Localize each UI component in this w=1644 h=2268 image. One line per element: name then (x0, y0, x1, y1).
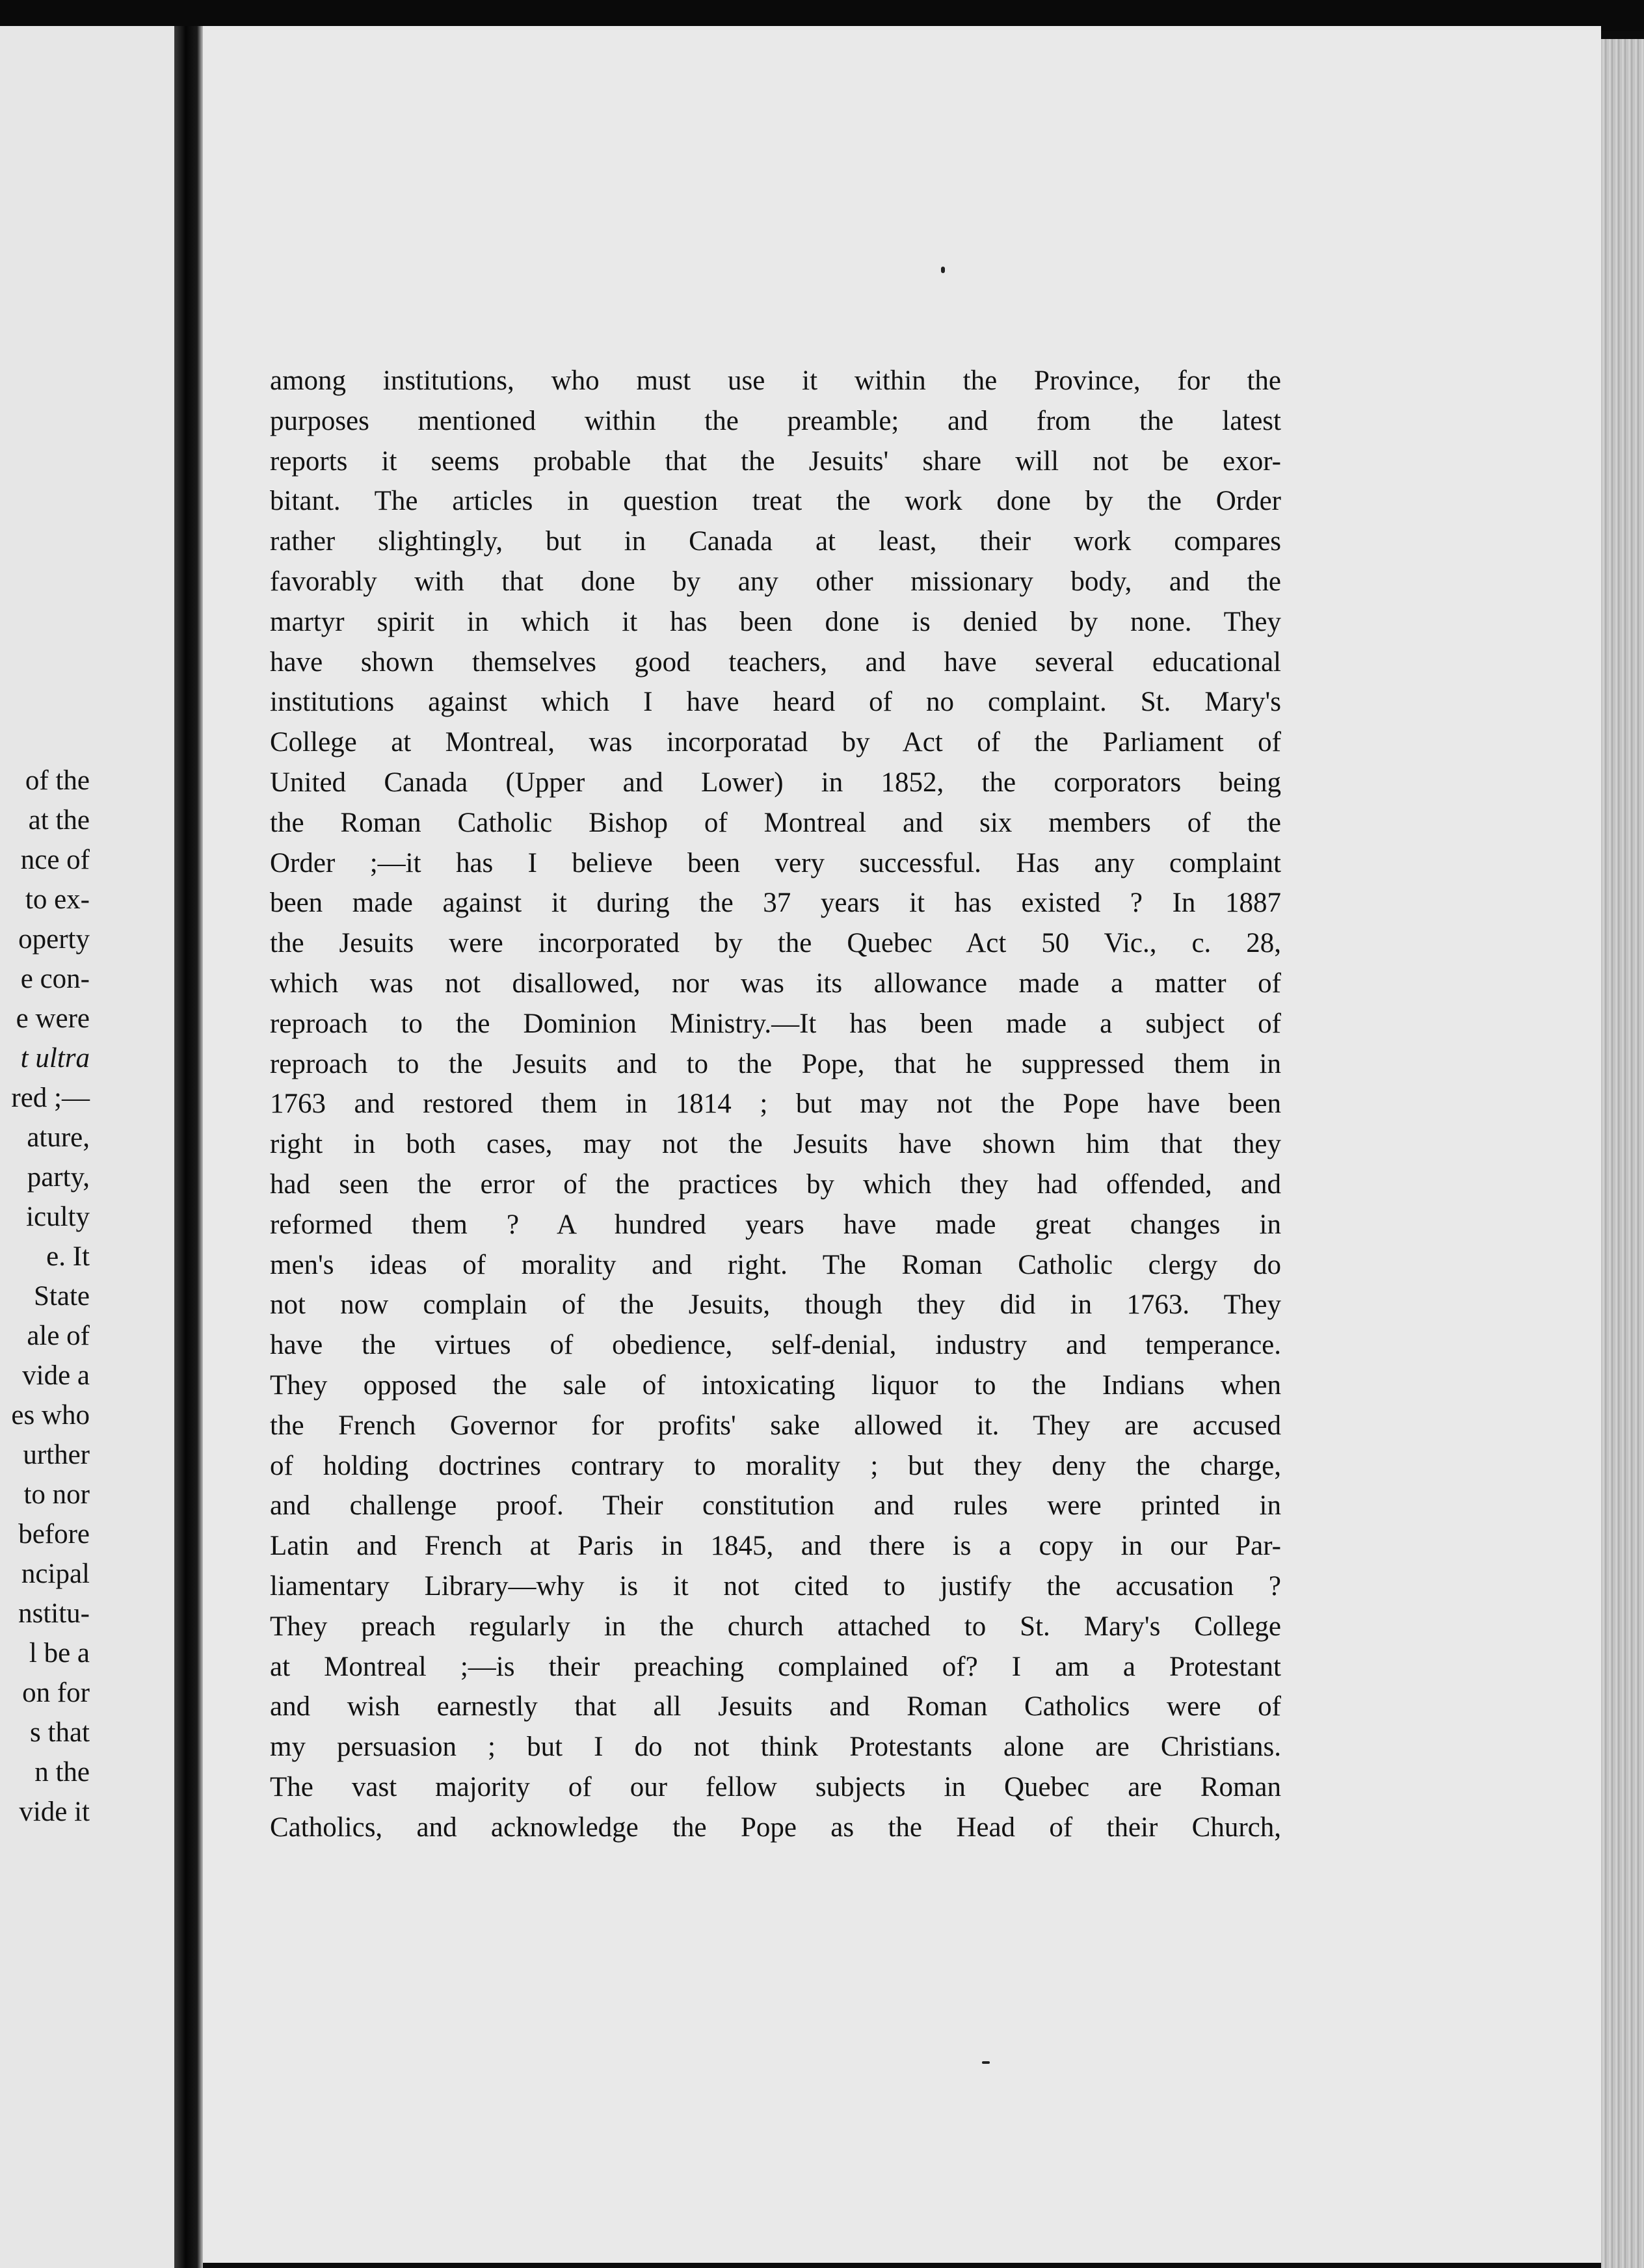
text-line: my persuasion ; but I do not think Protestants alone are Christians. (270, 1732, 1281, 1763)
text-line: right in both cases, may not the Jesuits have shown him that they (270, 1129, 1281, 1160)
left-text-line: e con- (20, 964, 90, 994)
text-line: reproach to the Dominion Ministry.—It has been made a subject of (270, 1008, 1281, 1039)
left-text-line: at the (28, 805, 90, 836)
text-line: liamentary Library—why is it not cited to justify the accusation ? (270, 1570, 1281, 1602)
text-line: and wish earnestly that all Jesuits and Roman Catholics were of (270, 1691, 1281, 1722)
left-text-line: nce of (20, 845, 90, 875)
text-line: at Montreal ;—is their preaching complained of? I am a Protestant (270, 1651, 1281, 1682)
left-text-line: t ultra (20, 1043, 90, 1074)
left-text-line: party, (27, 1162, 90, 1193)
left-text-line: n the (34, 1757, 90, 1787)
text-line: favorably with that done by any other missionary body, and the (270, 566, 1281, 597)
text-line: United Canada (Upper and Lower) in 1852, the corporators being (270, 767, 1281, 798)
text-line: 1763 and restored them in 1814 ; but may not the Pope have been (270, 1088, 1281, 1120)
left-text-line: e. It (46, 1241, 90, 1272)
left-text-line: es who (11, 1400, 90, 1431)
left-text-line: to ex- (25, 884, 90, 915)
scan-speck (982, 2061, 990, 2064)
page-stack-edge (1601, 39, 1644, 2268)
left-text-line: State (34, 1281, 90, 1312)
left-text-line: e were (16, 1003, 90, 1034)
text-line: martyr spirit in which it has been done is denied by none. They (270, 606, 1281, 637)
text-line: the Roman Catholic Bishop of Montreal and six members of the (270, 807, 1281, 838)
left-page-fragment (0, 26, 174, 2268)
text-line: the Jesuits were incorporated by the Quebec Act 50 Vic., c. 28, (270, 928, 1281, 959)
text-line: Catholics, and acknowledge the Pope as the Head of their Church, (270, 1812, 1281, 1843)
text-line: institutions against which I have heard of no complaint. St. Mary's (270, 687, 1281, 718)
text-line: have the virtues of obedience, self-denial, industry and temperance. (270, 1330, 1281, 1361)
left-text-line: ncipal (21, 1559, 90, 1589)
text-line: men's ideas of morality and right. The Roman Catholic clergy do (270, 1249, 1281, 1280)
text-line: have shown themselves good teachers, and have several educational (270, 646, 1281, 678)
scan-speck (941, 267, 945, 273)
text-line: the French Governor for profits' sake allowed it. They are accused (270, 1410, 1281, 1441)
text-line: bitant. The articles in question treat the work done by the Order (270, 486, 1281, 517)
text-line: and challenge proof. Their constitution and rules were printed in (270, 1490, 1281, 1522)
left-text-line: vide a (22, 1360, 90, 1391)
text-line: rather slightingly, but in Canada at least, their work compares (270, 526, 1281, 557)
left-text-line: to nor (23, 1479, 90, 1510)
left-text-line: iculty (26, 1202, 90, 1232)
text-line: Order ;—it has I believe been very successful. Has any complaint (270, 847, 1281, 878)
left-text-line: urther (23, 1440, 90, 1470)
left-text-line: ale of (27, 1321, 90, 1351)
left-text-line: l be a (29, 1638, 90, 1668)
left-text-line: ature, (27, 1122, 90, 1153)
text-line: had seen the error of the practices by which they had offended, and (270, 1168, 1281, 1200)
text-line: not now complain of the Jesuits, though they did in 1763. They (270, 1289, 1281, 1321)
text-line: purposes mentioned within the preamble; and from the latest (270, 405, 1281, 436)
text-line: The vast majority of our fellow subjects in Quebec are Roman (270, 1771, 1281, 1802)
text-line: among institutions, who must use it within the Province, for the (270, 365, 1281, 396)
left-text-line: s that (30, 1717, 90, 1748)
text-line: reports it seems probable that the Jesuits' share will not be exor- (270, 445, 1281, 477)
text-line: been made against it during the 37 years it has existed ? In 1887 (270, 888, 1281, 919)
left-text-line: operty (18, 924, 90, 955)
page-body-text (270, 361, 1281, 1847)
left-text-line: vide it (19, 1797, 90, 1827)
text-line: Latin and French at Paris in 1845, and there is a copy in our Par- (270, 1531, 1281, 1562)
text-line: reformed them ? A hundred years have made great changes in (270, 1209, 1281, 1240)
text-line: They preach regularly in the church attached to St. Mary's College (270, 1611, 1281, 1642)
left-text-line: nstitu- (18, 1598, 90, 1629)
text-line: They opposed the sale of intoxicating liquor to the Indians when (270, 1369, 1281, 1401)
left-page-text (11, 761, 90, 1832)
text-line: of holding doctrines contrary to morality ; but they deny the charge, (270, 1450, 1281, 1481)
left-text-line: before (18, 1519, 90, 1549)
text-line: College at Montreal, was incorporatad by Act of the Parliament of (270, 727, 1281, 758)
book-gutter (174, 26, 203, 2268)
left-text-line: on for (22, 1678, 90, 1708)
left-text-line: red ;— (11, 1083, 90, 1113)
text-line: reproach to the Jesuits and to the Pope, that he suppressed them in (270, 1048, 1281, 1079)
text-line: which was not disallowed, nor was its allowance made a matter of (270, 968, 1281, 999)
left-text-line: of the (25, 765, 90, 796)
